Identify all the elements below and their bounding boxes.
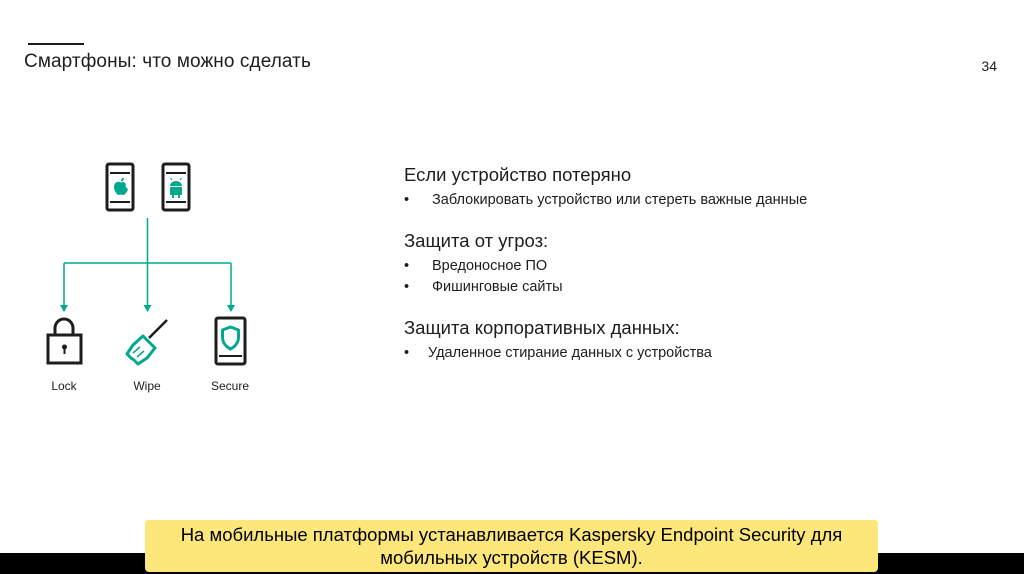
secure-label: Secure — [210, 379, 250, 393]
section-lost-device — [404, 164, 964, 211]
section-heading: Если устройство потеряно — [404, 164, 632, 185]
bullet-glyph: • — [404, 345, 410, 361]
subtitle-line-1: На мобильные платформы устанавливается Kaspersky Endpoint Security для — [180, 524, 843, 545]
lock-label: Lock — [51, 379, 77, 393]
diagram-arrowheads — [60, 305, 235, 312]
lock-icon — [48, 319, 81, 363]
section-threat-protection — [404, 230, 964, 298]
list-item: • Заблокировать устройство или стереть важные данные — [404, 190, 964, 211]
bullet-glyph: • — [404, 279, 410, 295]
feature-list — [404, 164, 964, 383]
broom-icon — [127, 320, 167, 364]
device-actions-diagram — [0, 0, 300, 420]
list-item: • Удаленное стирание данных с устройства — [404, 343, 964, 364]
apple-phone-icon — [107, 164, 133, 210]
page-number: 34 — [981, 58, 997, 74]
subtitle-caption — [145, 520, 878, 572]
subtitle-line-2: мобильных устройств (KESM). — [380, 547, 643, 568]
section-heading: Защита корпоративных данных: — [404, 317, 680, 338]
section-heading: Защита от угроз: — [404, 230, 549, 251]
android-phone-icon — [163, 164, 189, 210]
list-item: • Фишинговые сайты — [404, 277, 964, 298]
wipe-label: Wipe — [133, 379, 161, 393]
diagram-connectors — [64, 218, 231, 306]
section-corporate-data — [404, 317, 964, 364]
list-item: • Вредоносное ПО — [404, 256, 964, 277]
shield-phone-icon — [216, 318, 245, 364]
bullet-glyph: • — [404, 192, 410, 208]
slide-title: Смартфоны: что можно сделать — [24, 51, 311, 72]
bullet-glyph: • — [404, 258, 410, 274]
